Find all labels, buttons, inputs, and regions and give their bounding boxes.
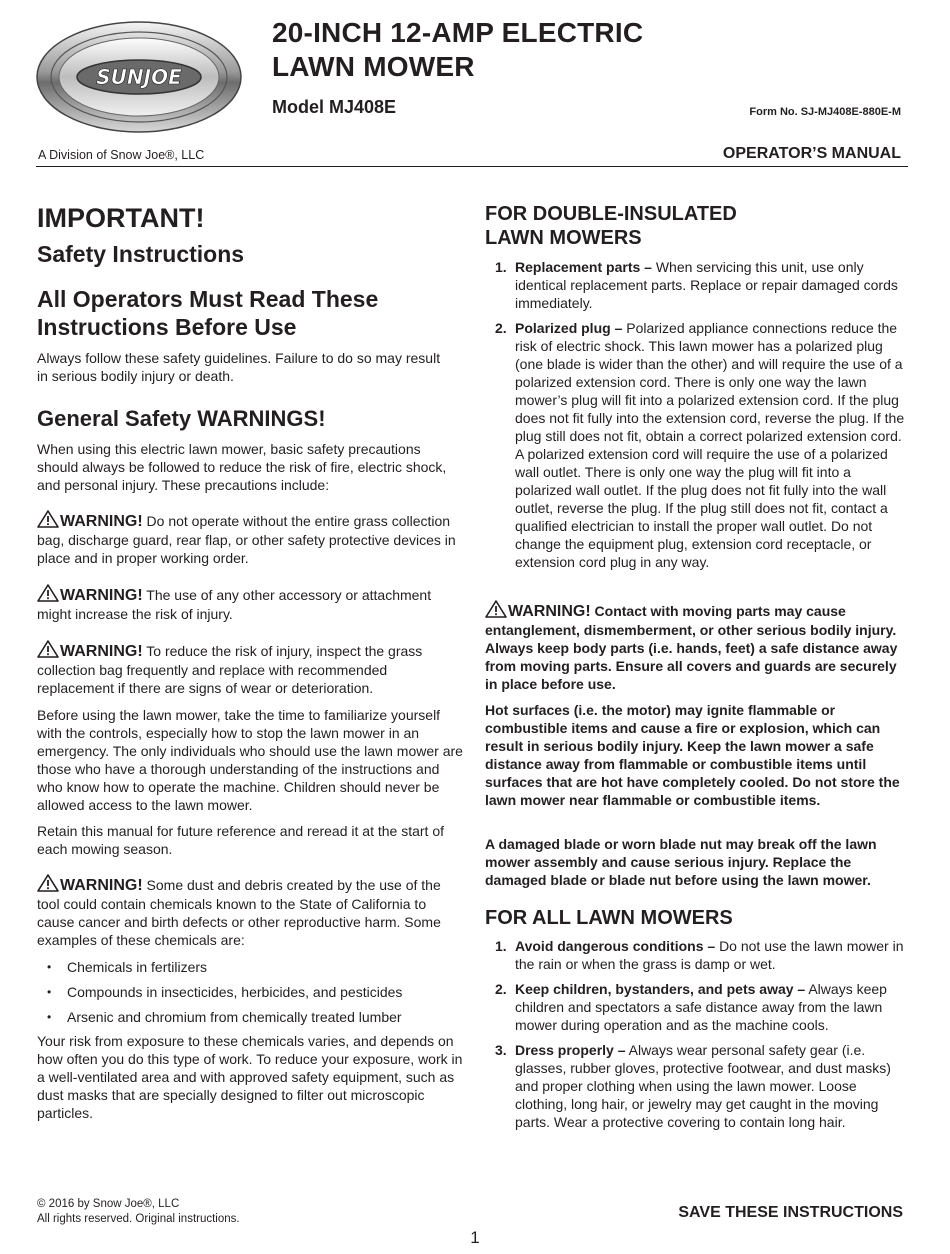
warning-label: WARNING! bbox=[60, 877, 143, 894]
item-term: Replacement parts – bbox=[515, 259, 652, 275]
item-term: Keep children, bystanders, and pets away – bbox=[515, 981, 806, 997]
page-number: 1 bbox=[470, 1228, 480, 1247]
item-text: Do not use the lawn mower in the rain or when the grass is damp or wet. bbox=[515, 938, 904, 972]
item-text: Always wear personal safety gear (i.e. glasses, rubber gloves, protective footwear, and dust masks) and proper clothing when using the lawn mower. Loose clothing, long hair, or jewelry may get caught in the moving parts. Wear a protective covering to contain long hair. bbox=[515, 1042, 891, 1130]
form-number: Form No. SJ-MJ408E-880E-M bbox=[749, 106, 901, 118]
list-item bbox=[485, 980, 910, 1034]
warning-triangle-icon bbox=[485, 600, 507, 618]
item-term: Avoid dangerous conditions – bbox=[515, 938, 716, 954]
general-safety-heading: General Safety WARNINGS! bbox=[37, 406, 326, 431]
warning-block-4 bbox=[37, 874, 464, 949]
logo-text: SUNJOE bbox=[96, 65, 182, 89]
item-text: When servicing this unit, use only identical replacement parts. Replace or repair damaged cords immediately. bbox=[515, 259, 898, 311]
warning-text-2: The use of any other accessory or attachment might increase the risk of injury. bbox=[37, 587, 432, 622]
list-item: • Compounds in insecticides, herbicides, and pesticides bbox=[37, 983, 464, 1001]
sunjoe-logo-icon bbox=[34, 18, 244, 136]
warning-label: WARNING! bbox=[60, 513, 143, 530]
warning-text-1: Do not operate without the entire grass collection bag, discharge guard, rear flap, or other safety protective devices in place and in proper working order. bbox=[37, 513, 456, 566]
general-intro-text: When using this electric lawn mower, basic safety precautions should always be followed to reduce the risk of fire, electric shock, and personal injury. These precautions include: bbox=[37, 441, 447, 493]
list-item: • Arsenic and chromium from chemically treated lumber bbox=[37, 1008, 464, 1026]
all-lawn-mowers-list bbox=[485, 937, 910, 1138]
document-title bbox=[272, 16, 643, 84]
warning-triangle-icon bbox=[37, 874, 59, 892]
warning-block-2 bbox=[37, 584, 464, 623]
item-text: Always keep children and spectators a safe distance away from the lawn mower during operation and as the machine cools. bbox=[515, 981, 887, 1033]
all-operators-heading bbox=[37, 285, 464, 341]
item-number: 1. bbox=[495, 259, 507, 275]
important-heading: IMPORTANT! bbox=[37, 203, 205, 233]
double-insulated-heading bbox=[485, 202, 737, 250]
item-term: Polarized plug – bbox=[515, 320, 623, 336]
warning-label: WARNING! bbox=[60, 643, 143, 660]
all-lawn-mowers-heading: FOR ALL LAWN MOWERS bbox=[485, 907, 733, 929]
sunjoe-logo bbox=[34, 18, 244, 136]
damaged-blade-text: A damaged blade or worn blade nut may break off the lawn mower assembly and cause serious injury. Replace the damaged blade or blade nut before using the lawn mower. bbox=[485, 836, 877, 888]
title-line-1: 20-INCH 12-AMP ELECTRIC bbox=[272, 17, 644, 48]
item-term: Dress properly – bbox=[515, 1042, 626, 1058]
retain-manual-text: Retain this manual for future reference and reread it at the start of each mowing season. bbox=[37, 823, 444, 857]
item-number: 2. bbox=[495, 981, 507, 997]
your-risk-text: Your risk from exposure to these chemicals varies, and depends on how often you do this type of work. To reduce your exposure, work in a well-ventilated area and with approved safety equipment, such as dust masks that are specially designed to filter out microscopic particles. bbox=[37, 1033, 463, 1121]
list-item bbox=[485, 1041, 910, 1131]
all-operators-line-2: Instructions Before Use bbox=[37, 314, 297, 340]
double-insulated-line-2: LAWN MOWERS bbox=[485, 227, 642, 249]
list-item bbox=[485, 319, 910, 571]
item-number: 2. bbox=[495, 320, 507, 336]
item-number: 1. bbox=[495, 938, 507, 954]
always-follow-text: Always follow these safety guidelines. Failure to do so may result in serious bodily injury or death. bbox=[37, 350, 441, 384]
all-operators-line-1: All Operators Must Read These bbox=[37, 286, 379, 312]
warning-block-1 bbox=[37, 510, 464, 567]
chemicals-list bbox=[37, 958, 464, 1033]
warning-triangle-icon bbox=[37, 640, 59, 658]
division-text: A Division of Snow Joe®, LLC bbox=[38, 148, 205, 162]
header-divider bbox=[36, 166, 908, 167]
copyright-notice bbox=[37, 1197, 240, 1227]
safety-instructions-heading: Safety Instructions bbox=[37, 241, 245, 267]
item-text: Polarized appliance connections reduce the risk of electric shock. This lawn mower has a polarized plug (one blade is wider than the other) and will require the use of a polarized extension cord. There is only one way the lawn mower’s plug will fit into a polarized extension cord. If the plug does not fit fully into the extension cord, reverse the plug. If the plug still does not fit, obtain a correct polarized extension cord. A polarized extension cord will require the use of a polarized wall outlet. There is only one way the plug will fit into a polarized wall outlet. If the plug does not fit fully into the wall outlet, reverse the plug. If the plug still does not fit, contact a qualified electrician to install the proper wall outlet. Do not change the equipment plug, extension cord receptacle, or extension cord plug in any way. bbox=[515, 320, 905, 570]
save-instructions-label: SAVE THESE INSTRUCTIONS bbox=[678, 1204, 903, 1221]
warning-text-4: Some dust and debris created by the use of the tool could contain chemicals known to the State of California to cause cancer and birth defects or other reproductive harm. Some examples of these chemicals are: bbox=[37, 877, 441, 948]
model-number: Model MJ408E bbox=[272, 97, 397, 117]
warning-label: WARNING! bbox=[508, 603, 591, 620]
double-insulated-line-1: FOR DOUBLE-INSULATED bbox=[485, 203, 737, 225]
warning-block-3 bbox=[37, 640, 464, 697]
operators-manual-label: OPERATOR’S MANUAL bbox=[722, 145, 901, 162]
item-number: 3. bbox=[495, 1042, 507, 1058]
list-item: • Chemicals in fertilizers bbox=[37, 958, 464, 976]
hot-surfaces-text: Hot surfaces (i.e. the motor) may ignite flammable or combustible items and cause a fire or explosion, which can result in serious bodily injury. Keep the lawn mower a safe distance away from flammable or combustible items until surfaces that are hot have completely cooled. Do not store the lawn mower near flammable or combustible items. bbox=[485, 702, 900, 808]
list-item bbox=[485, 937, 910, 973]
warning-triangle-icon bbox=[37, 510, 59, 528]
copyright-line-2: All rights reserved. Original instructions. bbox=[37, 1213, 240, 1225]
double-insulated-list bbox=[485, 258, 910, 578]
moving-parts-warning bbox=[485, 600, 910, 693]
before-using-text: Before using the lawn mower, take the time to familiarize yourself with the controls, especially how to stop the lawn mower in an emergency. The only individuals who should use the lawn mower are those who have a thorough understanding of the instructions and who know how to operate the machine. Children should never be allowed access to the lawn mower. bbox=[37, 707, 463, 813]
warning-text-3: To reduce the risk of injury, inspect the grass collection bag frequently and replace with recommended replacement if there are signs of wear or deterioration. bbox=[37, 643, 423, 696]
warning-label: WARNING! bbox=[60, 587, 143, 604]
warning-triangle-icon bbox=[37, 584, 59, 602]
copyright-line-1: © 2016 by Snow Joe®, LLC bbox=[37, 1198, 180, 1210]
list-item bbox=[485, 258, 910, 312]
moving-parts-text: Contact with moving parts may cause entanglement, dismemberment, or other serious bodily injury. Always keep body parts (i.e. hands, feet) a safe distance away from moving parts. Ensure all covers and guards are securely in place before use. bbox=[485, 603, 898, 692]
title-line-2: LAWN MOWER bbox=[272, 51, 475, 82]
